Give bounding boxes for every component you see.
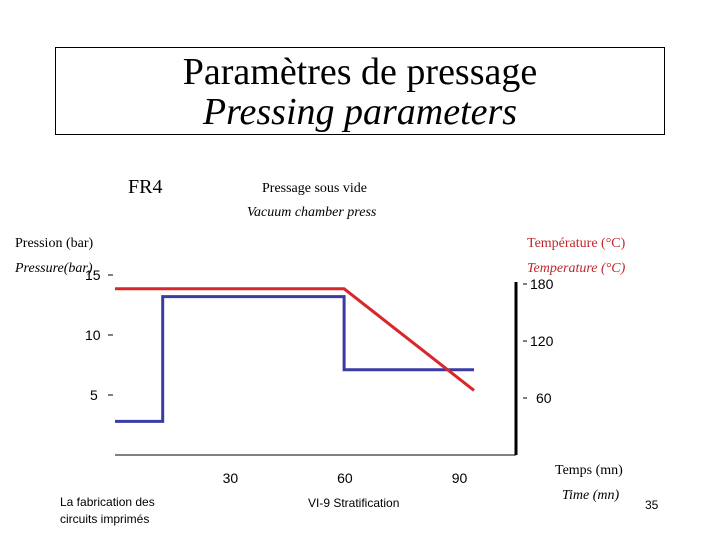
y-left-tick-label-10: 10 (85, 327, 101, 343)
pressure-line (115, 297, 474, 422)
temperature-line (115, 289, 474, 391)
material-label: FR4 (128, 176, 163, 198)
y-right-label-french: Température (°C) (527, 236, 626, 251)
footer-left-line1: La fabrication des (60, 495, 155, 509)
page-number: 35 (645, 498, 659, 512)
x-tick-label-30: 30 (222, 470, 239, 486)
y-right-tick-label-180: 180 (530, 276, 554, 292)
y-right-tick-label-60: 60 (536, 390, 552, 406)
x-label-french: Temps (mn) (555, 463, 623, 478)
y-right-label-english: Temperature (°C) (527, 261, 626, 276)
y-left-tick-label-15: 15 (85, 267, 101, 283)
title-french: Paramètres de pressage (182, 51, 538, 93)
footer-left-line2: circuits imprimés (60, 512, 150, 526)
y-left-label-english: Pressure(bar) (15, 261, 93, 276)
x-tick-label-60: 60 (337, 470, 353, 486)
y-left-tick-label-5: 5 (90, 387, 98, 403)
title-english: Pressing parameters (202, 91, 518, 133)
y-right-tick-label-120: 120 (530, 333, 554, 349)
press-label-english: Vacuum chamber press (247, 205, 377, 220)
footer-center: VI-9 Stratification (308, 496, 400, 510)
press-label-french: Pressage sous vide (262, 181, 367, 196)
x-label-english: Time (mn) (562, 488, 620, 503)
x-tick-label-90: 90 (451, 470, 468, 486)
y-left-label-french: Pression (bar) (15, 236, 94, 251)
